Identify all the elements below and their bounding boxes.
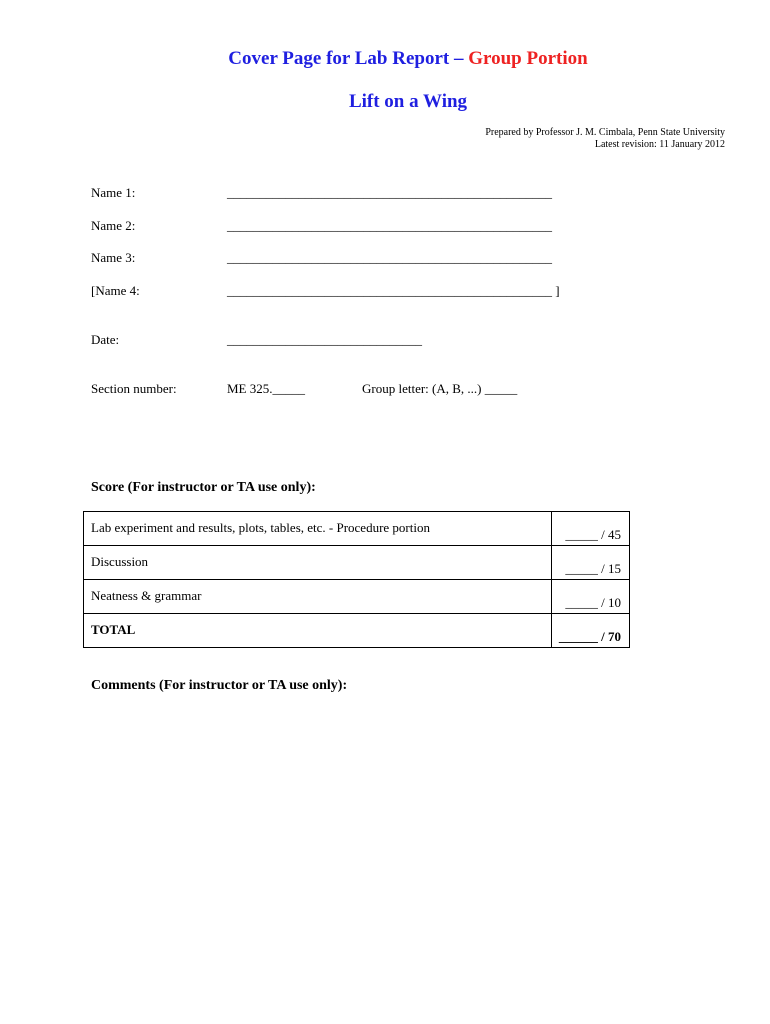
date-field[interactable]: ______________________________ <box>227 332 422 347</box>
name4-field[interactable]: __________________________________________________ ] <box>227 283 560 298</box>
name4-label: [Name 4: <box>91 283 140 298</box>
revision-date: Latest revision: 11 January 2012 <box>594 139 725 150</box>
score-table <box>83 511 630 648</box>
prepared-by: Prepared by Professor J. M. Cimbala, Penn State University <box>485 127 725 138</box>
date-label: Date: <box>91 332 120 347</box>
score-points[interactable]: _____ / 15 <box>552 546 630 580</box>
name3-label: Name 3: <box>91 250 136 265</box>
section-field[interactable]: ME 325._____ <box>227 381 305 396</box>
group-letter-field[interactable]: Group letter: (A, B, ...) _____ <box>362 381 518 396</box>
comments-heading: Comments (For instructor or TA use only): <box>91 678 348 693</box>
section-label: Section number: <box>91 381 177 396</box>
name1-field[interactable]: __________________________________________________ <box>227 185 552 200</box>
score-points-total[interactable]: ______ / 70 <box>552 614 630 648</box>
table-row-total <box>84 614 630 648</box>
table-row <box>84 546 630 580</box>
name3-field[interactable]: __________________________________________________ <box>227 250 552 265</box>
name2-label: Name 2: <box>91 218 136 233</box>
table-row <box>84 580 630 614</box>
score-points[interactable]: _____ / 45 <box>552 512 630 546</box>
page-subtitle: Lift on a Wing <box>348 91 468 112</box>
score-item-total: TOTAL <box>84 614 552 648</box>
score-heading: Score (For instructor or TA use only): <box>91 480 316 495</box>
score-item: Discussion <box>84 546 552 580</box>
table-row <box>84 512 630 546</box>
author-info <box>485 127 725 151</box>
page-title <box>0 47 770 71</box>
score-item: Neatness & grammar <box>84 580 552 614</box>
score-item: Lab experiment and results, plots, tables, etc. - Procedure portion <box>84 512 552 546</box>
name2-field[interactable]: __________________________________________________ <box>227 218 552 233</box>
score-points[interactable]: _____ / 10 <box>552 580 630 614</box>
name1-label: Name 1: <box>91 185 136 200</box>
title-main: Cover Page for Lab Report – <box>228 48 469 69</box>
title-group-portion: Group Portion <box>468 48 588 69</box>
